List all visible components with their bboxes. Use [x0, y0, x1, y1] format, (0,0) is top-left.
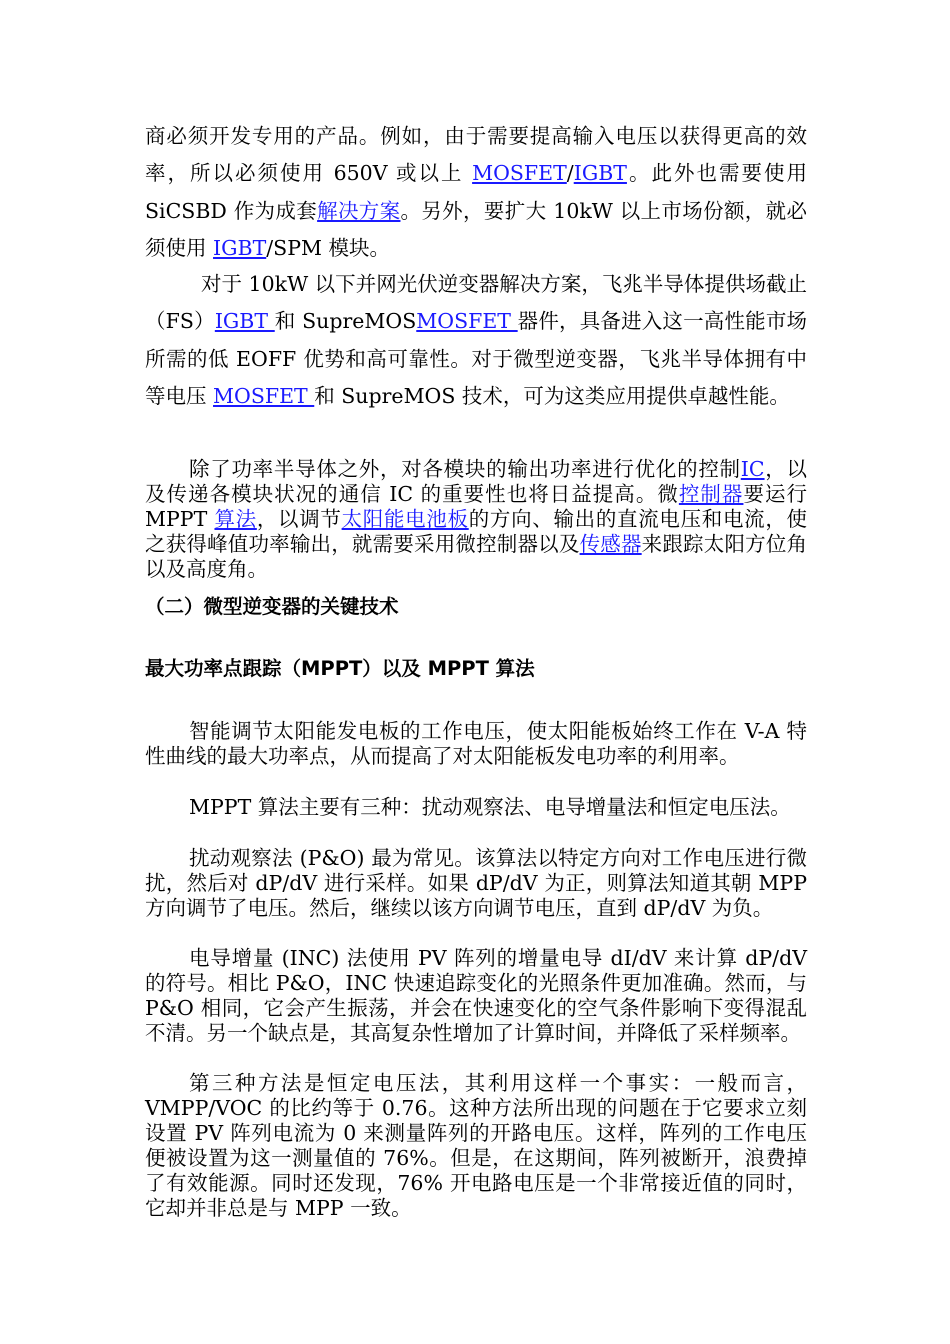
- text: 来跟踪太阳方位角以及高度角。: [145, 532, 808, 581]
- text: 的方向、输出的直流电压和电流，使之获得峰值功率输出，就需要采用微控制器以及: [145, 507, 808, 556]
- text: ，以及传递各模块状况的通信 IC 的重要性也将日益提高。微: [145, 457, 808, 506]
- text: 商必须开发专用的产品。例如，由于需要提高输入电压以获得更高的效率，所以必须使用 650V 或以上: [145, 124, 807, 186]
- link-igbt[interactable]: IGBT: [214, 309, 275, 334]
- link-solar-panel[interactable]: 太阳能电池板: [341, 507, 469, 531]
- link-algorithm[interactable]: 算法: [214, 507, 257, 531]
- section-heading: （二）微型逆变器的关键技术: [145, 595, 399, 618]
- paragraph-constant-voltage: 第三种方法是恒定电压法，其利用这样一个事实：一般而言，VMPP/VOC 的比约等于 0.76。这种方法所出现的问题在于它要求立刻设置 PV 阵列电流为 0 来测量阵列的开路电压。这样，阵列的工作电压便被设置为这一测量值的 76%。但是，在这期间，阵列被断开，浪费掉了有效能源。同时还发现，76% 开电路电压是一个非常接近值的同时，它却并非总是与 MPP 一致。: [145, 1071, 807, 1220]
- text: 和 SupreMOS 技术，可为这类应用提供卓越性能。: [314, 383, 790, 408]
- link-mosfet[interactable]: MOSFET: [416, 309, 518, 334]
- text: 和 SupreMOS: [274, 309, 417, 334]
- paragraph-mppt-intro: 智能调节太阳能发电板的工作电压，使太阳能板始终工作在 V-A 特性曲线的最大功率点，从而提高了对太阳能板发电功率的利用率。: [145, 719, 807, 768]
- text: 。此外也需要使用 SiCSBD 作为成套: [145, 161, 807, 223]
- text: 器件，具备进入这一高性能市场所需的低 EOFF 优势和高可靠性。对于微型逆变器，飞兆半导体拥有中等电压: [145, 309, 808, 408]
- link-mosfet[interactable]: MOSFET: [213, 383, 315, 408]
- paragraph-inverter-requirements: [145, 118, 807, 267]
- subsection-heading: 最大功率点跟踪（MPPT）以及 MPPT 算法: [145, 657, 535, 680]
- text: 除了功率半导体之外，对各模块的输出功率进行优化的控制: [189, 457, 741, 481]
- text: 要运行 MPPT: [145, 482, 807, 531]
- link-igbt[interactable]: IGBT: [573, 161, 627, 186]
- text: ，以调节: [256, 507, 342, 531]
- text: 。另外，要扩大 10kW 以上市场份额，就必须使用: [145, 198, 807, 260]
- link-sensor[interactable]: 传感器: [579, 532, 642, 556]
- paragraph-fairchild-solutions: [145, 266, 807, 415]
- text: 对于 10kW 以下并网光伏逆变器解决方案，飞兆半导体提供场截止（FS）: [145, 272, 807, 334]
- paragraph-incremental-conductance: 电导增量 (INC) 法使用 PV 阵列的增量电导 dI/dV 来计算 dP/dV 的符号。相比 P&O，INC 快速追踪变化的光照条件更加准确。然而，与 P&O 相同，它会产生振荡，并会在快速变化的空气条件影响下变得混乱不清。另一个缺点是，其高复杂性增加了计算时间，并降低了采样频率。: [145, 946, 807, 1045]
- text: /SPM 模块。: [266, 235, 391, 260]
- link-controller[interactable]: 控制器: [678, 482, 744, 506]
- link-solution[interactable]: 解决方案: [317, 198, 401, 223]
- paragraph-mppt-algorithms: MPPT 算法主要有三种：扰动观察法、电导增量法和恒定电压法。: [189, 795, 791, 819]
- text: /: [566, 161, 574, 186]
- paragraph-perturb-observe: 扰动观察法 (P&O) 最为常见。该算法以特定方向对工作电压进行微扰，然后对 dP/dV 进行采样。如果 dP/dV 为正，则算法知道其朝 MPP 方向调节了电压。然后，继续以该方向调节电压，直到 dP/dV 为负。: [145, 846, 807, 920]
- paragraph-control-ic: [145, 457, 807, 582]
- link-mosfet[interactable]: MOSFET: [472, 161, 567, 186]
- link-igbt[interactable]: IGBT: [213, 235, 267, 260]
- link-ic[interactable]: IC: [740, 457, 765, 481]
